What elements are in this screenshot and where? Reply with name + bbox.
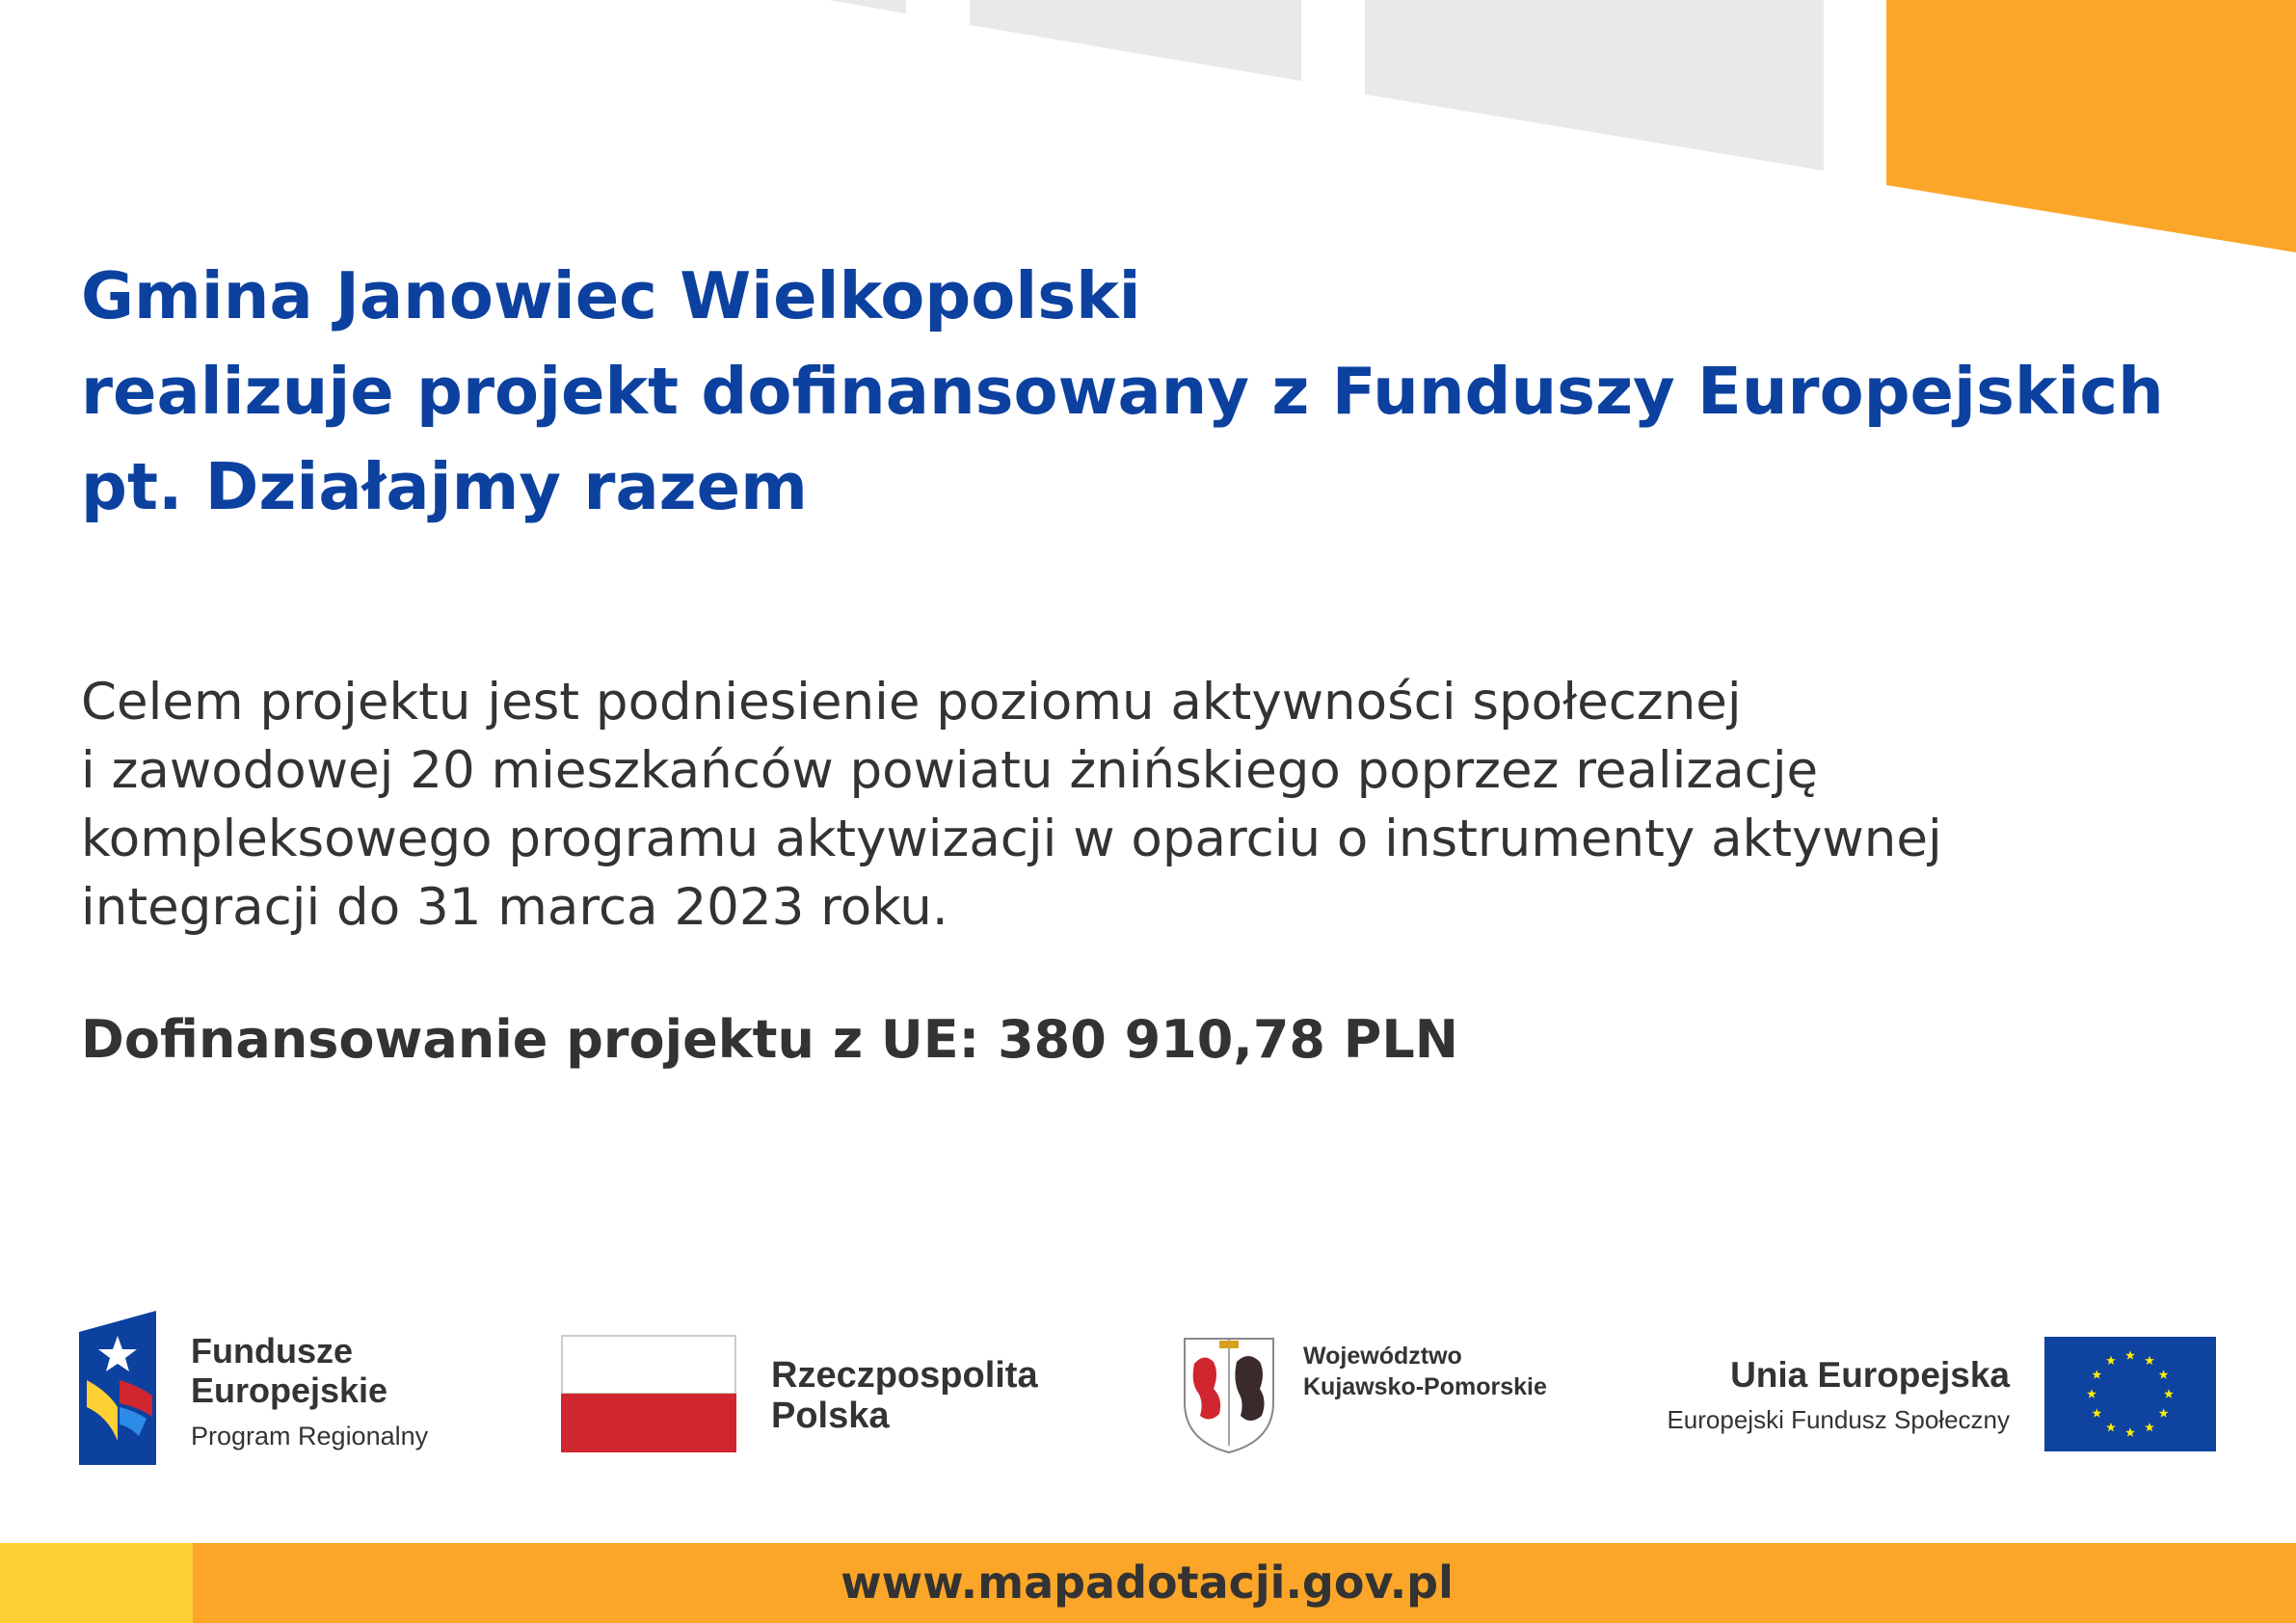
heading-line-2: realizuje projekt dofinansowany z Funduszy Europejskich bbox=[81, 354, 2164, 429]
funding-amount: Dofinansowanie projektu z UE: 380 910,78 PLN bbox=[81, 1009, 1458, 1070]
fundusze-line-1: Fundusze bbox=[191, 1331, 353, 1370]
fundusze-europejskie-icon bbox=[79, 1311, 156, 1465]
gray-stripe-3 bbox=[1365, 0, 1824, 171]
coat-of-arms-icon bbox=[1181, 1335, 1277, 1455]
description-line-4: integracji do 31 marca 2023 roku. bbox=[81, 878, 948, 937]
gray-stripe-2 bbox=[970, 0, 1301, 81]
eu-flag-icon bbox=[2044, 1337, 2216, 1451]
description-line-3: kompleksowego programu aktywizacji w oparciu o instrumenty aktywnej bbox=[81, 810, 1942, 868]
footer-bar bbox=[0, 1543, 2296, 1623]
gray-stripe-1 bbox=[829, 0, 906, 13]
project-heading bbox=[81, 249, 2259, 535]
fundusze-line-3: Program Regionalny bbox=[191, 1422, 429, 1450]
footer-url-link[interactable]: www.mapadotacji.gov.pl bbox=[841, 1556, 1454, 1609]
top-decoration bbox=[0, 0, 2296, 270]
footer-yellow-block bbox=[0, 1543, 193, 1623]
fundusze-line-2: Europejskie bbox=[191, 1370, 388, 1410]
rzeczpospolita-line-2: Polska bbox=[771, 1396, 890, 1436]
unia-line-1: Unia Europejska bbox=[1730, 1355, 2010, 1395]
wojewodztwo-line-2: Kujawsko-Pomorskie bbox=[1303, 1373, 1547, 1400]
project-description bbox=[81, 668, 2250, 942]
unia-line-2: Europejski Fundusz Społeczny bbox=[1667, 1405, 2010, 1434]
heading-line-3: pt. Działajmy razem bbox=[81, 449, 808, 524]
heading-line-1: Gmina Janowiec Wielkopolski bbox=[81, 258, 1141, 333]
wojewodztwo-line-1: Województwo bbox=[1303, 1343, 1462, 1370]
description-line-2: i zawodowej 20 mieszkańców powiatu żnińskiego poprzez realizację bbox=[81, 741, 1819, 800]
description-line-1: Celem projektu jest podniesienie poziomu aktywności społecznej bbox=[81, 673, 1742, 732]
polish-flag-icon bbox=[561, 1335, 736, 1452]
rzeczpospolita-line-1: Rzeczpospolita bbox=[771, 1355, 1038, 1396]
orange-shape bbox=[1886, 0, 2296, 253]
